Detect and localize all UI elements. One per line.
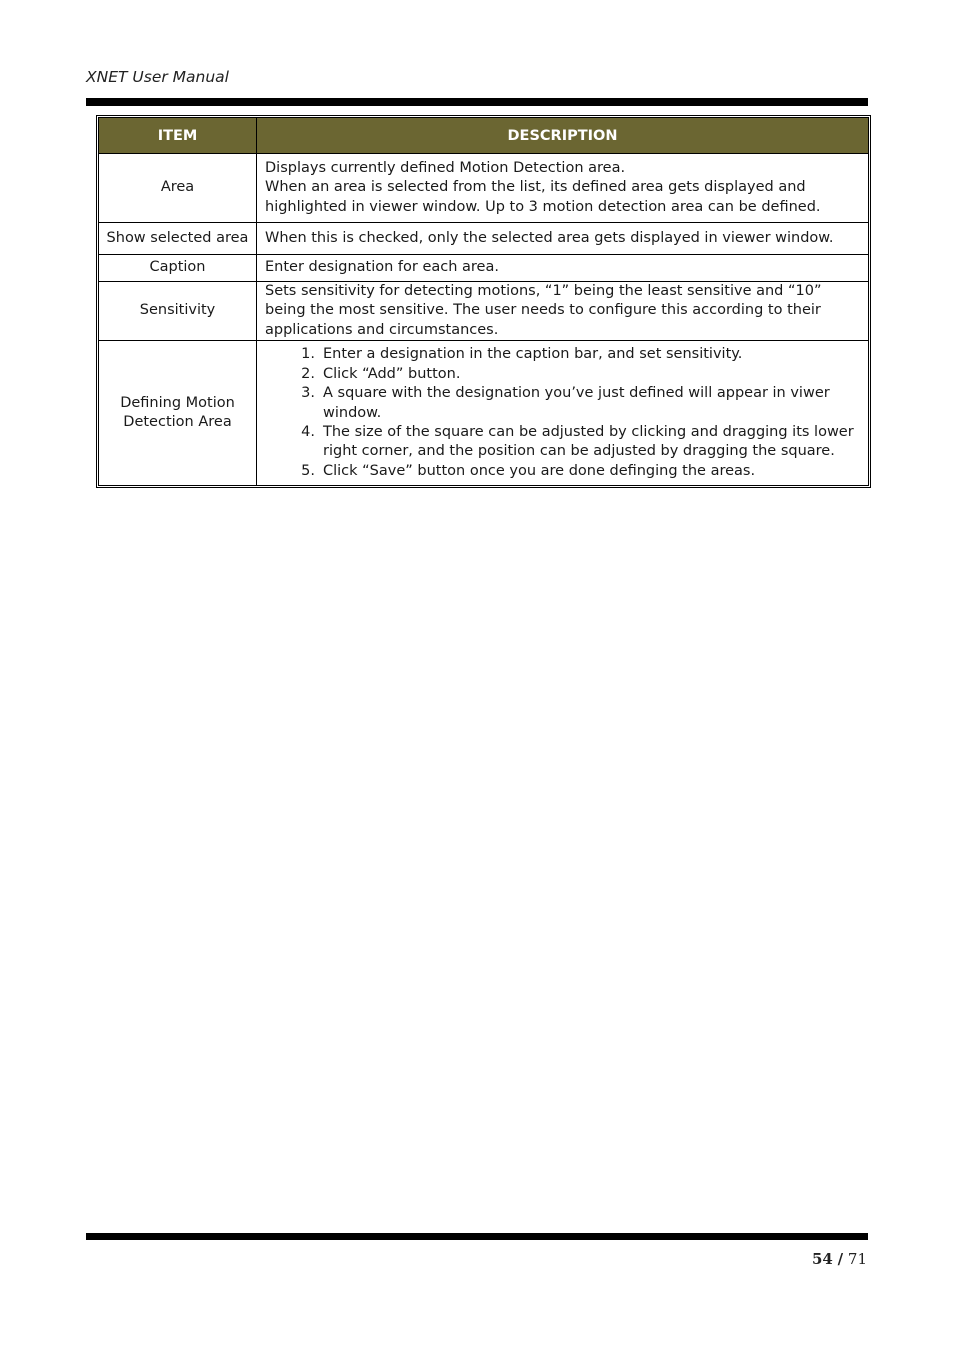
list-item [265, 365, 860, 384]
description-cell [257, 154, 869, 223]
table-row [99, 255, 869, 282]
item-cell: Show selected area [99, 223, 257, 255]
description-line: When an area is selected from the list, its defined area gets displayed and highlighted in viewer window. Up to 3 motion detection area can be defined. [265, 179, 821, 215]
step-text: The size of the square can be adjusted by clicking and dragging its lower right corner, and the position can be adjusted by dragging the square. [323, 423, 854, 460]
total-pages: 71 [847, 1250, 867, 1268]
step-number: 5. [301, 462, 315, 479]
step-number: 2. [301, 365, 315, 382]
column-header-description: DESCRIPTION [257, 118, 869, 154]
table-row [99, 282, 869, 341]
list-item [265, 462, 860, 481]
table-row [99, 223, 869, 255]
settings-table [96, 115, 871, 488]
step-text: Enter a designation in the caption bar, and set sensitivity. [323, 346, 743, 363]
page-number [812, 1250, 867, 1268]
step-number: 1. [301, 346, 315, 363]
current-page: 54 [811, 1250, 833, 1268]
item-cell: Area [99, 154, 257, 223]
step-text: A square with the designation you’ve just defined will appear in viwer window. [323, 385, 830, 421]
table-row [99, 341, 869, 486]
header-rule [86, 98, 868, 106]
item-cell [99, 341, 257, 486]
steps-list [265, 345, 860, 481]
description-line: Enter designation for each area. [265, 259, 499, 276]
list-item [265, 345, 860, 364]
step-text: Click “Save” button once you are done definging the areas. [323, 462, 756, 479]
description-cell [257, 223, 869, 255]
step-text: Click “Add” button. [323, 365, 461, 382]
list-item [265, 423, 860, 462]
item-cell: Caption [99, 255, 257, 282]
list-item [265, 384, 860, 423]
description-cell [257, 255, 869, 282]
document-title: XNET User Manual [86, 68, 229, 86]
description-line: Displays currently defined Motion Detection area. [265, 159, 626, 176]
description-line: Sets sensitivity for detecting motions, “1” being the least sensitive and “10” being the most sensitive. The user needs to configure this according to their applications and circumstances. [265, 283, 822, 338]
table-header-row [99, 118, 869, 154]
step-number: 3. [301, 385, 315, 402]
description-cell [257, 282, 869, 341]
item-label: Defining Motion Detection Area [120, 394, 235, 431]
step-number: 4. [301, 423, 315, 440]
item-cell: Sensitivity [99, 282, 257, 341]
table-row [99, 154, 869, 223]
column-header-item: ITEM [99, 118, 257, 154]
description-cell [257, 341, 869, 486]
footer-rule [86, 1233, 868, 1240]
page-separator: / [837, 1250, 844, 1268]
description-line: When this is checked, only the selected area gets displayed in viewer window. [265, 229, 834, 246]
